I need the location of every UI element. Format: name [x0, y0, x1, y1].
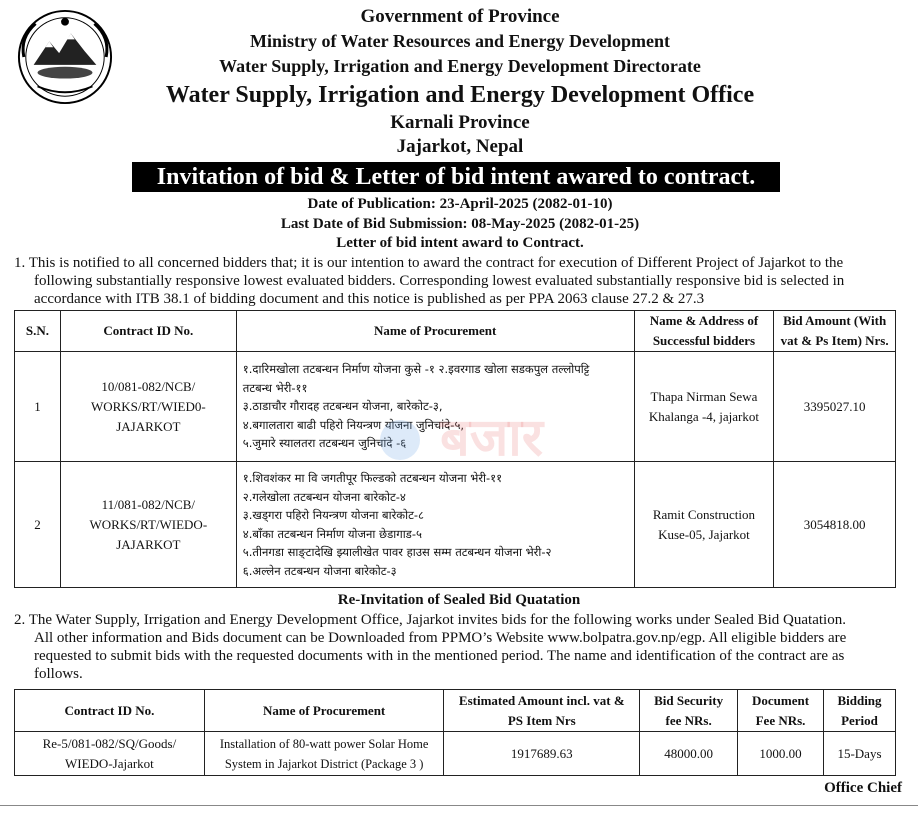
- row-bidder: Thapa Nirman Sewa Khalanga -4, jajarkot: [634, 352, 774, 462]
- government-emblem-logo: [16, 8, 114, 106]
- header-amount: Bid Amount (With vat & Ps Item) Nrs.: [774, 311, 896, 352]
- procurement-item: ४.बाँका तटबन्धन निर्माण योजना छेडागाड-५: [242, 526, 422, 541]
- row-amount: 3395027.10: [774, 352, 896, 462]
- header-ministry: Ministry of Water Resources and Energy Development: [250, 31, 670, 51]
- paragraph-1: [14, 254, 904, 308]
- table-row: [15, 732, 896, 776]
- header-security-fee: Bid Security fee NRs.: [640, 690, 738, 732]
- paragraph-2-line: 2. The Water Supply, Irrigation and Energy Development Office, Jajarkot invites bids for the following works under Sealed Bid Quatation.: [14, 612, 846, 628]
- quotation-table-header-row: [15, 690, 896, 732]
- award-table-header-row: [15, 311, 896, 352]
- header-contract-id: Contract ID No.: [15, 690, 205, 732]
- row-sn: 1: [15, 352, 61, 462]
- header-estimate: Estimated Amount incl. vat & PS Item Nrs: [444, 690, 640, 732]
- paragraph-2-line: All other information and Bids document can be Downloaded from PPMO’s Website www.bolpatra.gov.np/egp. All eligible bidders are: [34, 630, 847, 646]
- procurement-item: तटबन्ध भेरी-११: [242, 380, 308, 395]
- procurement-item: ३.खड्गरा पहिरो नियन्त्रण योजना बारेकोट-८: [242, 508, 425, 522]
- bid-quotation-table: [14, 689, 896, 776]
- procurement-item: ५.तीनगडा साङ्‍टादेखि झ्यालीखेत पावर हाउस सम्म तटबन्धन योजना भेरी-२: [242, 545, 552, 559]
- header-contract-id: Contract ID No.: [60, 311, 236, 352]
- paragraph-2-line: requested to submit bids with the requested documents with in the mentioned period. The name and identification of the contract are as: [34, 648, 845, 664]
- header-bidder: Name & Address of Successful bidders: [634, 311, 774, 352]
- row-sn: 2: [15, 462, 61, 588]
- divider: [0, 805, 918, 806]
- watermark: बजार: [440, 408, 544, 468]
- row-document-fee: 1000.00: [738, 732, 824, 776]
- procurement-item: १.शिवशंकर मा वि जगतीपूर फिल्डको तटबन्धन योजना भेरी-११: [242, 471, 503, 485]
- procurement-item: ६.अल्लेन तटबन्धन योजना बारेकोट-३: [242, 563, 397, 578]
- procurement-item: २.गलेखोला तटबन्धन योजना बारेकोट-४: [242, 489, 406, 504]
- header-city: Jajarkot, Nepal: [396, 136, 524, 157]
- procurement-item: ३.ठाडाचौर गौरादह तटबन्धन योजना, बारेकोट-३,: [242, 399, 443, 414]
- procurement-item: १.दारिमखोला तटबन्धन निर्माण योजना कुसे -१ २.इवरगाड खोला सडकपुल तल्लोपट्टि: [242, 362, 590, 377]
- row-contract-id: Re-5/081-082/SQ/Goods/ WIEDO-Jajarkot: [15, 732, 205, 776]
- header-province: Karnali Province: [390, 112, 530, 133]
- header-procurement: Name of Procurement: [204, 690, 444, 732]
- row-procurement: [236, 352, 634, 462]
- last-submission-date: Last Date of Bid Submission: 08-May-2025 (2082-01-25): [280, 216, 640, 232]
- row-contract-id: 11/081-082/NCB/ WORKS/RT/WIEDO- JAJARKOT: [60, 462, 236, 588]
- reinvitation-title: Re-Invitation of Sealed Bid Quatation: [337, 592, 581, 608]
- header-bidding-period: Bidding Period: [824, 690, 896, 732]
- paragraph-1-line: accordance with ITB 38.1 of bidding document and this notice is published as per PPA 2063 clause 27.2 & 27.3: [34, 291, 705, 307]
- paragraph-2: [14, 611, 904, 683]
- table-row: [15, 462, 896, 588]
- letter-title: Letter of bid intent award to Contract.: [336, 235, 584, 251]
- paragraph-1-line: 1. This is notified to all concerned bidders that; it is our intention to award the contract for execution of Different Project of Jajarkot to the: [14, 255, 844, 271]
- header-sn: S.N.: [15, 311, 61, 352]
- header-document-fee: Document Fee NRs.: [738, 690, 824, 732]
- row-estimate: 1917689.63: [444, 732, 640, 776]
- notice-banner: Invitation of bid & Letter of bid intent awared to contract.: [132, 162, 780, 192]
- procurement-item: ५.जुमारे स्यालतरा तटबन्धन जुनिचांदे -६: [242, 436, 407, 451]
- signature-office-chief: Office Chief: [824, 780, 902, 796]
- header-government: Government of Province: [360, 6, 560, 27]
- publication-date: Date of Publication: 23-April-2025 (2082-01-10): [307, 196, 613, 212]
- row-amount: 3054818.00: [774, 462, 896, 588]
- row-bidder: Ramit Construction Kuse-05, Jajarkot: [634, 462, 774, 588]
- header-office: Water Supply, Irrigation and Energy Development Office: [165, 82, 755, 108]
- watermark-mark: [380, 420, 420, 460]
- procurement-item: ४.बगालतारा बाढी पहिरो नियन्त्रण योजना जुनिचांदे-५,: [242, 417, 465, 432]
- paragraph-1-line: following substantially responsive lowest evaluated bidders. Corresponding lowest evaluated substantially responsive bid is selected in: [34, 273, 845, 289]
- header-directorate: Water Supply, Irrigation and Energy Development Directorate: [219, 56, 701, 76]
- row-bidding-period: 15-Days: [824, 732, 896, 776]
- row-contract-id: 10/081-082/NCB/ WORKS/RT/WIED0- JAJARKOT: [60, 352, 236, 462]
- header-procurement: Name of Procurement: [236, 311, 634, 352]
- paragraph-2-line: follows.: [34, 666, 83, 682]
- row-security-fee: 48000.00: [640, 732, 738, 776]
- row-procurement: [236, 462, 634, 588]
- row-procurement: Installation of 80-watt power Solar Home System in Jajarkot District (Package 3 ): [204, 732, 444, 776]
